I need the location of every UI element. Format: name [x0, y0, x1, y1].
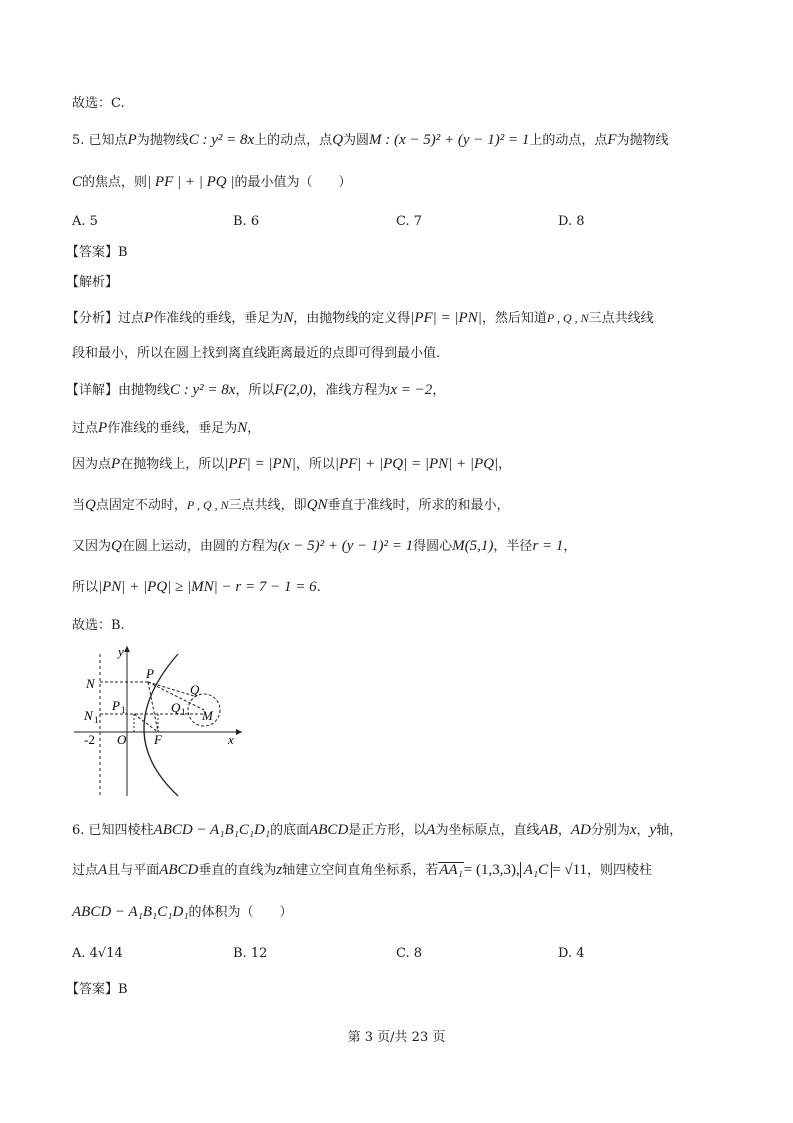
- q5-step3: 当Q点固定不动时，P , Q , N三点共线，即QN垂直于准线时，所求的和最小，: [72, 497, 510, 513]
- parabola-equation: C : y² = 8x: [188, 132, 255, 148]
- q5-stem-line1: 5. 已知点P为抛物线C : y² = 8x上的动点，点Q为圆M : (x − 5)² + (y − 1)² = 1上的动点，点F为抛物线: [72, 132, 669, 148]
- q6-stem-line1: 6. 已知四棱柱ABCD − A₁B₁C₁D₁的底面ABCD是正方形，以A为坐标原点，直线AB，AD分别为x，y轴，: [72, 822, 683, 838]
- x-axis-arrow: [236, 729, 242, 735]
- label-q1-sub: 1: [181, 707, 186, 717]
- label-f: F: [154, 732, 162, 747]
- circle-equation: M : (x − 5)² + (y − 1)² = 1: [369, 132, 530, 148]
- label-p1-sub: 1: [121, 705, 126, 715]
- label-q1: Q: [171, 700, 181, 715]
- previous-answer: 故选：C.: [72, 96, 125, 111]
- q5-analysis-tag: 【解析】: [66, 275, 119, 290]
- q5-step5: 所以|PN| + |PQ| ≥ |MN| − r = 7 − 1 = 6.: [72, 579, 321, 595]
- q5-option-b: B. 6: [233, 214, 260, 229]
- segment-p1f: [134, 714, 158, 732]
- label-n: N: [86, 676, 95, 691]
- label-x: x: [228, 732, 234, 747]
- label-neg2: -2: [84, 732, 95, 747]
- segment-pf: [148, 682, 158, 732]
- page-footer: 第 3 页/共 23 页: [347, 1030, 446, 1045]
- label-p: P: [146, 666, 154, 681]
- label-q: Q: [190, 682, 200, 697]
- label-p1: P: [112, 698, 120, 713]
- q5-step2: 因为点P在抛物线上，所以|PF| = |PN|，所以|PF| + |PQ| = |PN| + |PQ|，: [72, 456, 512, 472]
- q6-option-b: B. 12: [233, 946, 268, 961]
- label-n1-sub: 1: [94, 715, 99, 725]
- q5-step4: 又因为Q在圆上运动，由圆的方程为(x − 5)² + (y − 1)² = 1得圆心M(5,1)，半径r = 1，: [72, 538, 577, 554]
- q5-option-a: A. 5: [72, 214, 98, 229]
- q5-answer-tag: 【答案】B: [66, 245, 128, 260]
- label-o: O: [117, 732, 127, 747]
- q5-stem-line2: C的焦点，则| PF | + | PQ |的最小值为（ ）: [72, 174, 352, 190]
- q5-step1: 过点P作准线的垂线，垂足为N，: [72, 420, 261, 436]
- label-y: y: [118, 644, 124, 659]
- q6-stem-line2: 过点A且与平面ABCD垂直的直线为z轴建立空间直角坐标系，若AA₁= (1,3,3), A₁C = √11，则四棱柱: [72, 862, 653, 878]
- label-m: M: [202, 708, 213, 723]
- q6-option-c: C. 8: [396, 946, 423, 961]
- q6-stem-line3: ABCD − A₁B₁C₁D₁的体积为（ ）: [72, 904, 293, 920]
- q5-fenxi-line1: 【分析】过点P作准线的垂线，垂足为N，由抛物线的定义得|PF| = |PN|，然后知道P , Q , N三点共线线: [66, 310, 654, 326]
- label-n1: N: [84, 708, 93, 723]
- q6-option-a: A. 4√14: [72, 946, 123, 961]
- y-axis-arrow: [124, 646, 130, 652]
- q5-option-d: D. 8: [558, 214, 585, 229]
- q5-fenxi-line2: 段和最小，所以在圆上找到离直线距离最近的点即可得到最小值.: [72, 346, 441, 361]
- q5-option-c: C. 7: [396, 214, 423, 229]
- parabola-figure: [70, 640, 250, 800]
- q6-option-d: D. 4: [558, 946, 585, 961]
- q5-xiangjie-line: 【详解】由抛物线C : y² = 8x，所以F(2,0)，准线方程为x = −2，: [66, 382, 446, 398]
- q5-final-answer: 故选：B.: [72, 618, 125, 633]
- q6-answer-tag: 【答案】B: [66, 982, 128, 997]
